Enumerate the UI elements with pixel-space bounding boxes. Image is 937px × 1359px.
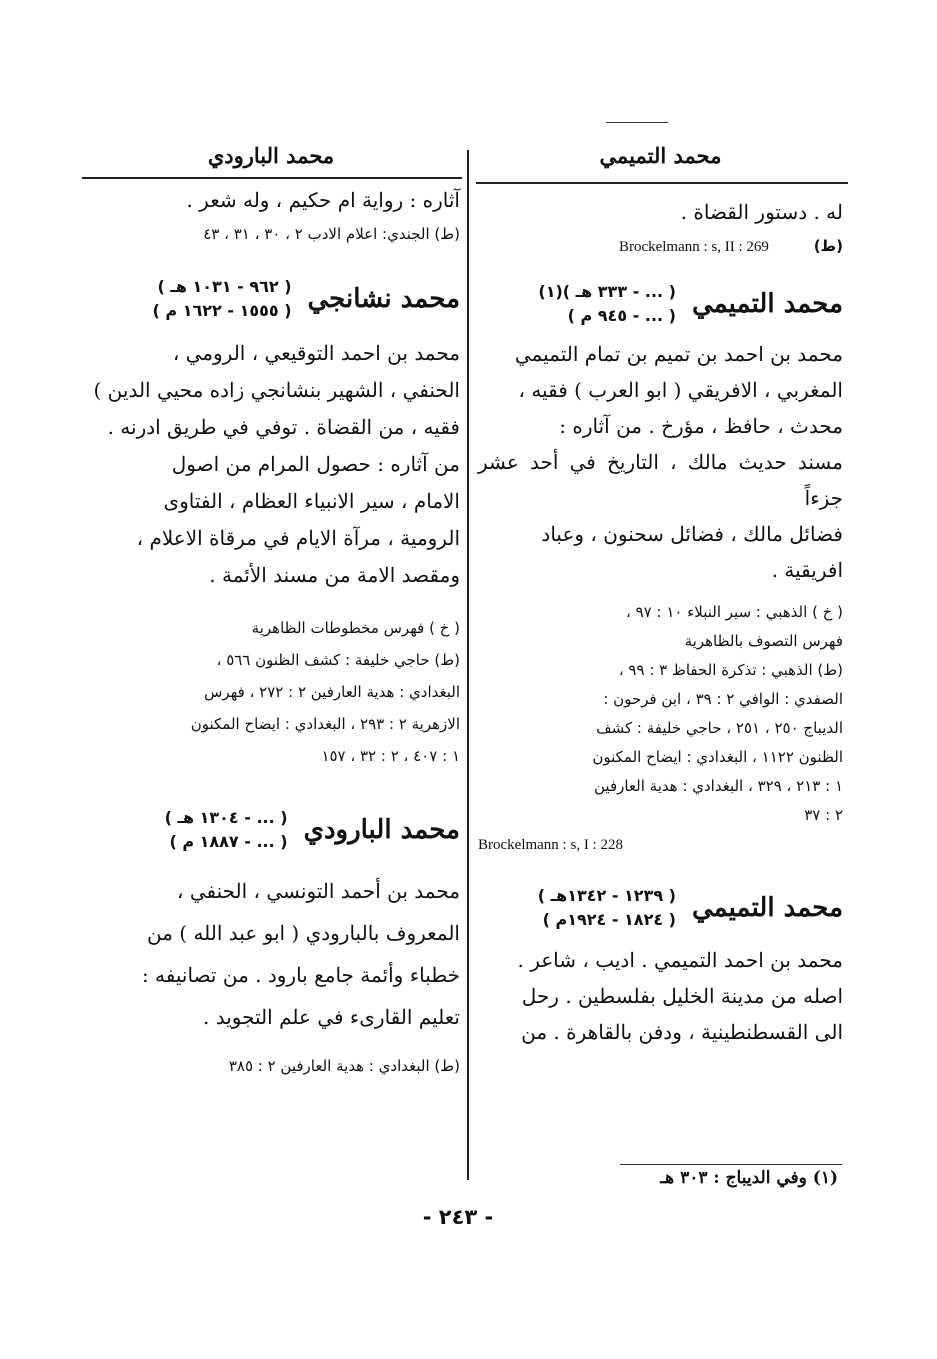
bio-line: محمد بن أحمد التونسي ، الحنفي ، (177, 879, 460, 903)
ref-line: الظنون ١١٢٢ ، البغدادي : ايضاح المكنون (592, 748, 843, 766)
entry-heading (82, 275, 460, 323)
ref-line: البغدادي : هدية العارفين ٢ : ٢٧٢ ، فهرس (204, 683, 460, 701)
brockelmann-ref: Brockelmann : s, I : 228 (478, 837, 623, 853)
brockelmann-ref: Brockelmann : s, II : 269 (618, 239, 769, 255)
bio-line: من آثاره : حصول المرام من اصول (171, 452, 460, 476)
ref-line: (ط) حاجي خليفة : كشف الظنون ٥٦٦ ، (216, 651, 460, 669)
bio-line: اصله من مدينة الخليل بفلسطين . رحل (521, 984, 843, 1008)
entry-bio (82, 870, 460, 1038)
top-rule (606, 122, 668, 123)
entry-name: محمد نشانجي (307, 284, 460, 314)
entry-reference: (ط) البغدادي : هدية العارفين ٢ : ٣٨٥ (228, 1057, 460, 1075)
bio-line: محمد بن احمد التميمي . اديب ، شاعر . (517, 948, 843, 972)
right-intro-ref (478, 232, 843, 262)
bio-line: افريقية . (771, 558, 843, 582)
ref-line: الصفدي : الوافي ٢ : ٣٩ ، ابن فرحون : (603, 690, 843, 708)
dates-gregorian: ( ١٨٢٤ - ١٩٢٤م ) (542, 910, 676, 929)
column-divider (467, 150, 469, 1180)
footnote-rule (620, 1164, 842, 1165)
left-intro-ref: (ط) الجندي: اعلام الادب ٢ ، ٣٠ ، ٣١ ، ٤٣ (203, 225, 460, 243)
entry-name: محمد التميمي (691, 893, 843, 923)
dates-hijri: ( ٩٦٢ - ١٠٣١ هـ ) (157, 277, 292, 296)
bio-line: الامام ، سير الانبياء العظام ، الفتاوى (163, 489, 460, 513)
entry-dates (165, 806, 288, 854)
entry-dates (538, 884, 676, 932)
bio-line: فقيه ، من القضاة . توفي في طريق ادرنه . (107, 415, 460, 439)
bio-line: الى القسطنطينية ، ودفن بالقاهرة . من (521, 1020, 843, 1044)
bio-line: محمد بن احمد التوقيعي ، الرومي ، (172, 341, 460, 365)
ref-label: (ط) (813, 237, 843, 255)
entry-name: محمد البارودي (303, 815, 460, 845)
bio-line: ومقصد الامة من مسند الأئمة . (209, 563, 460, 587)
entry-references (478, 598, 843, 860)
ref-line: ( خ ) الذهبي : سير النبلاء ١٠ : ٩٧ ، (626, 603, 843, 621)
entry-bio (478, 942, 843, 1050)
ref-line: ١ : ٢١٣ ، ٣٢٩ ، البغدادي : هدية العارفين (594, 777, 843, 795)
dates-hijri: ( ١٢٣٩ - ١٣٤٢هـ ) (537, 886, 676, 905)
bio-line: المغربي ، الافريقي ( ابو العرب ) فقيه ، (518, 378, 843, 402)
brockelmann-ref-line (478, 830, 843, 860)
ref-line: ٢ : ٣٧ (804, 806, 843, 824)
right-running-header: محمد التميمي (599, 143, 722, 168)
entry-dates (538, 280, 676, 328)
ref-line: فهرس التصوف بالظاهرية (684, 632, 843, 650)
dates-gregorian: ( ... - ٩٤٥ م ) (567, 306, 676, 325)
bio-line: المعروف بالبارودي ( ابو عبد الله ) من (146, 921, 460, 945)
ref-line: الديباج ٢٥٠ ، ٢٥١ ، حاجي خليفة : كشف (596, 719, 843, 737)
bio-line: محمد بن احمد بن تميم بن تمام التميمي (514, 342, 843, 366)
left-intro: آثاره : رواية ام حكيم ، وله شعر . (186, 188, 460, 212)
bio-line: الرومية ، مرآة الايام في مرقاة الاعلام ، (136, 526, 460, 550)
dates-hijri: ( ... - ٣٣٣ هـ )(١) (538, 282, 676, 301)
entry-dates (153, 275, 292, 323)
bio-line: مسند حديث مالك ، التاريخ في أحد عشر جزءاً (478, 450, 843, 510)
entry-heading (478, 884, 843, 932)
left-column (82, 138, 460, 1081)
left-running-header: محمد البارودي (207, 143, 335, 168)
bio-line: محدث ، حافظ ، مؤرخ . من آثاره : (559, 414, 843, 438)
footnote: (١) وفي الديباج : ٣٠٣ هـ (660, 1168, 838, 1188)
bio-line: فضائل مالك ، فضائل سحنون ، وعباد (541, 522, 843, 546)
entry-heading (478, 280, 843, 328)
dates-gregorian: ( ... - ١٨٨٧ م ) (169, 832, 288, 851)
dates-gregorian: ( ١٥٥٥ - ١٦٢٢ م ) (152, 301, 292, 320)
ref-line: ( خ ) فهرس مخطوطات الظاهرية (251, 619, 460, 637)
ref-line: الازهرية ٢ : ٢٩٣ ، البغدادي : ايضاح المكنون (190, 715, 460, 733)
right-intro: له . دستور القضاة . (680, 200, 843, 224)
ref-line: ١ : ٤٠٧ ، ٢ : ٣٢ ، ١٥٧ (321, 747, 460, 765)
dates-hijri: ( ... - ١٣٠٤ هـ ) (164, 808, 288, 827)
entry-heading (82, 806, 460, 854)
entry-bio (478, 336, 843, 588)
page-number: - ٢٤٣ - (422, 1205, 494, 1229)
bio-line: الحنفي ، الشهير بنشانجي زاده محيي الدين ) (93, 378, 460, 402)
entry-references (82, 612, 460, 772)
ref-line: (ط) الذهبي : تذكرة الحفاظ ٣ : ٩٩ ، (618, 661, 843, 679)
bio-line: تعليم القارىء في علم التجويد . (203, 1005, 460, 1029)
right-column (478, 138, 843, 1050)
entry-bio (82, 335, 460, 594)
entry-name: محمد التميمي (691, 289, 843, 319)
bio-line: خطباء وأئمة جامع بارود . من تصانيفه : (141, 963, 460, 987)
